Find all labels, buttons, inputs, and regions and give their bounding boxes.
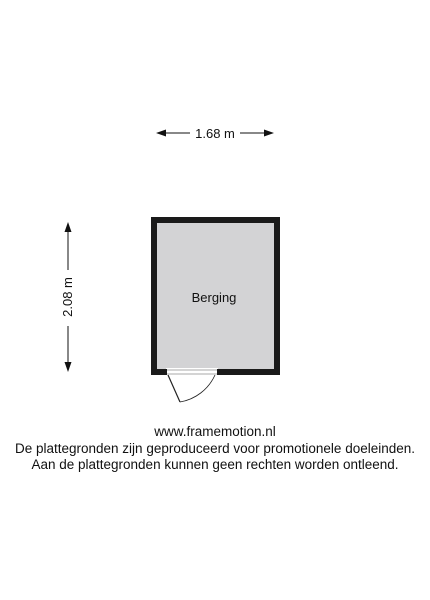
door-swing-arc: [180, 375, 215, 402]
height-label: 2.08 m: [60, 277, 75, 317]
width-label: 1.68 m: [195, 126, 235, 141]
footer-disclaimer-line1: De plattegronden zijn geproduceerd voor promotionele doeleinden.: [14, 441, 416, 456]
door-jamb-right: [217, 369, 220, 375]
height-arrow-bottom: [65, 362, 72, 372]
door-opening: [166, 368, 218, 376]
room-berging: [151, 217, 280, 402]
width-dimension: [156, 126, 274, 141]
room-label: Berging: [191, 290, 237, 305]
height-arrow-top: [65, 222, 72, 232]
width-arrow-left: [156, 130, 166, 137]
door-leaf: [168, 375, 180, 402]
footer-url: www.framemotion.nl: [154, 424, 276, 439]
width-arrow-right: [264, 130, 274, 137]
height-dimension: [60, 222, 75, 372]
door-jamb-left: [164, 369, 167, 375]
footer-disclaimer-line2: Aan de plattegronden kunnen geen rechten worden ontleend.: [31, 457, 399, 472]
